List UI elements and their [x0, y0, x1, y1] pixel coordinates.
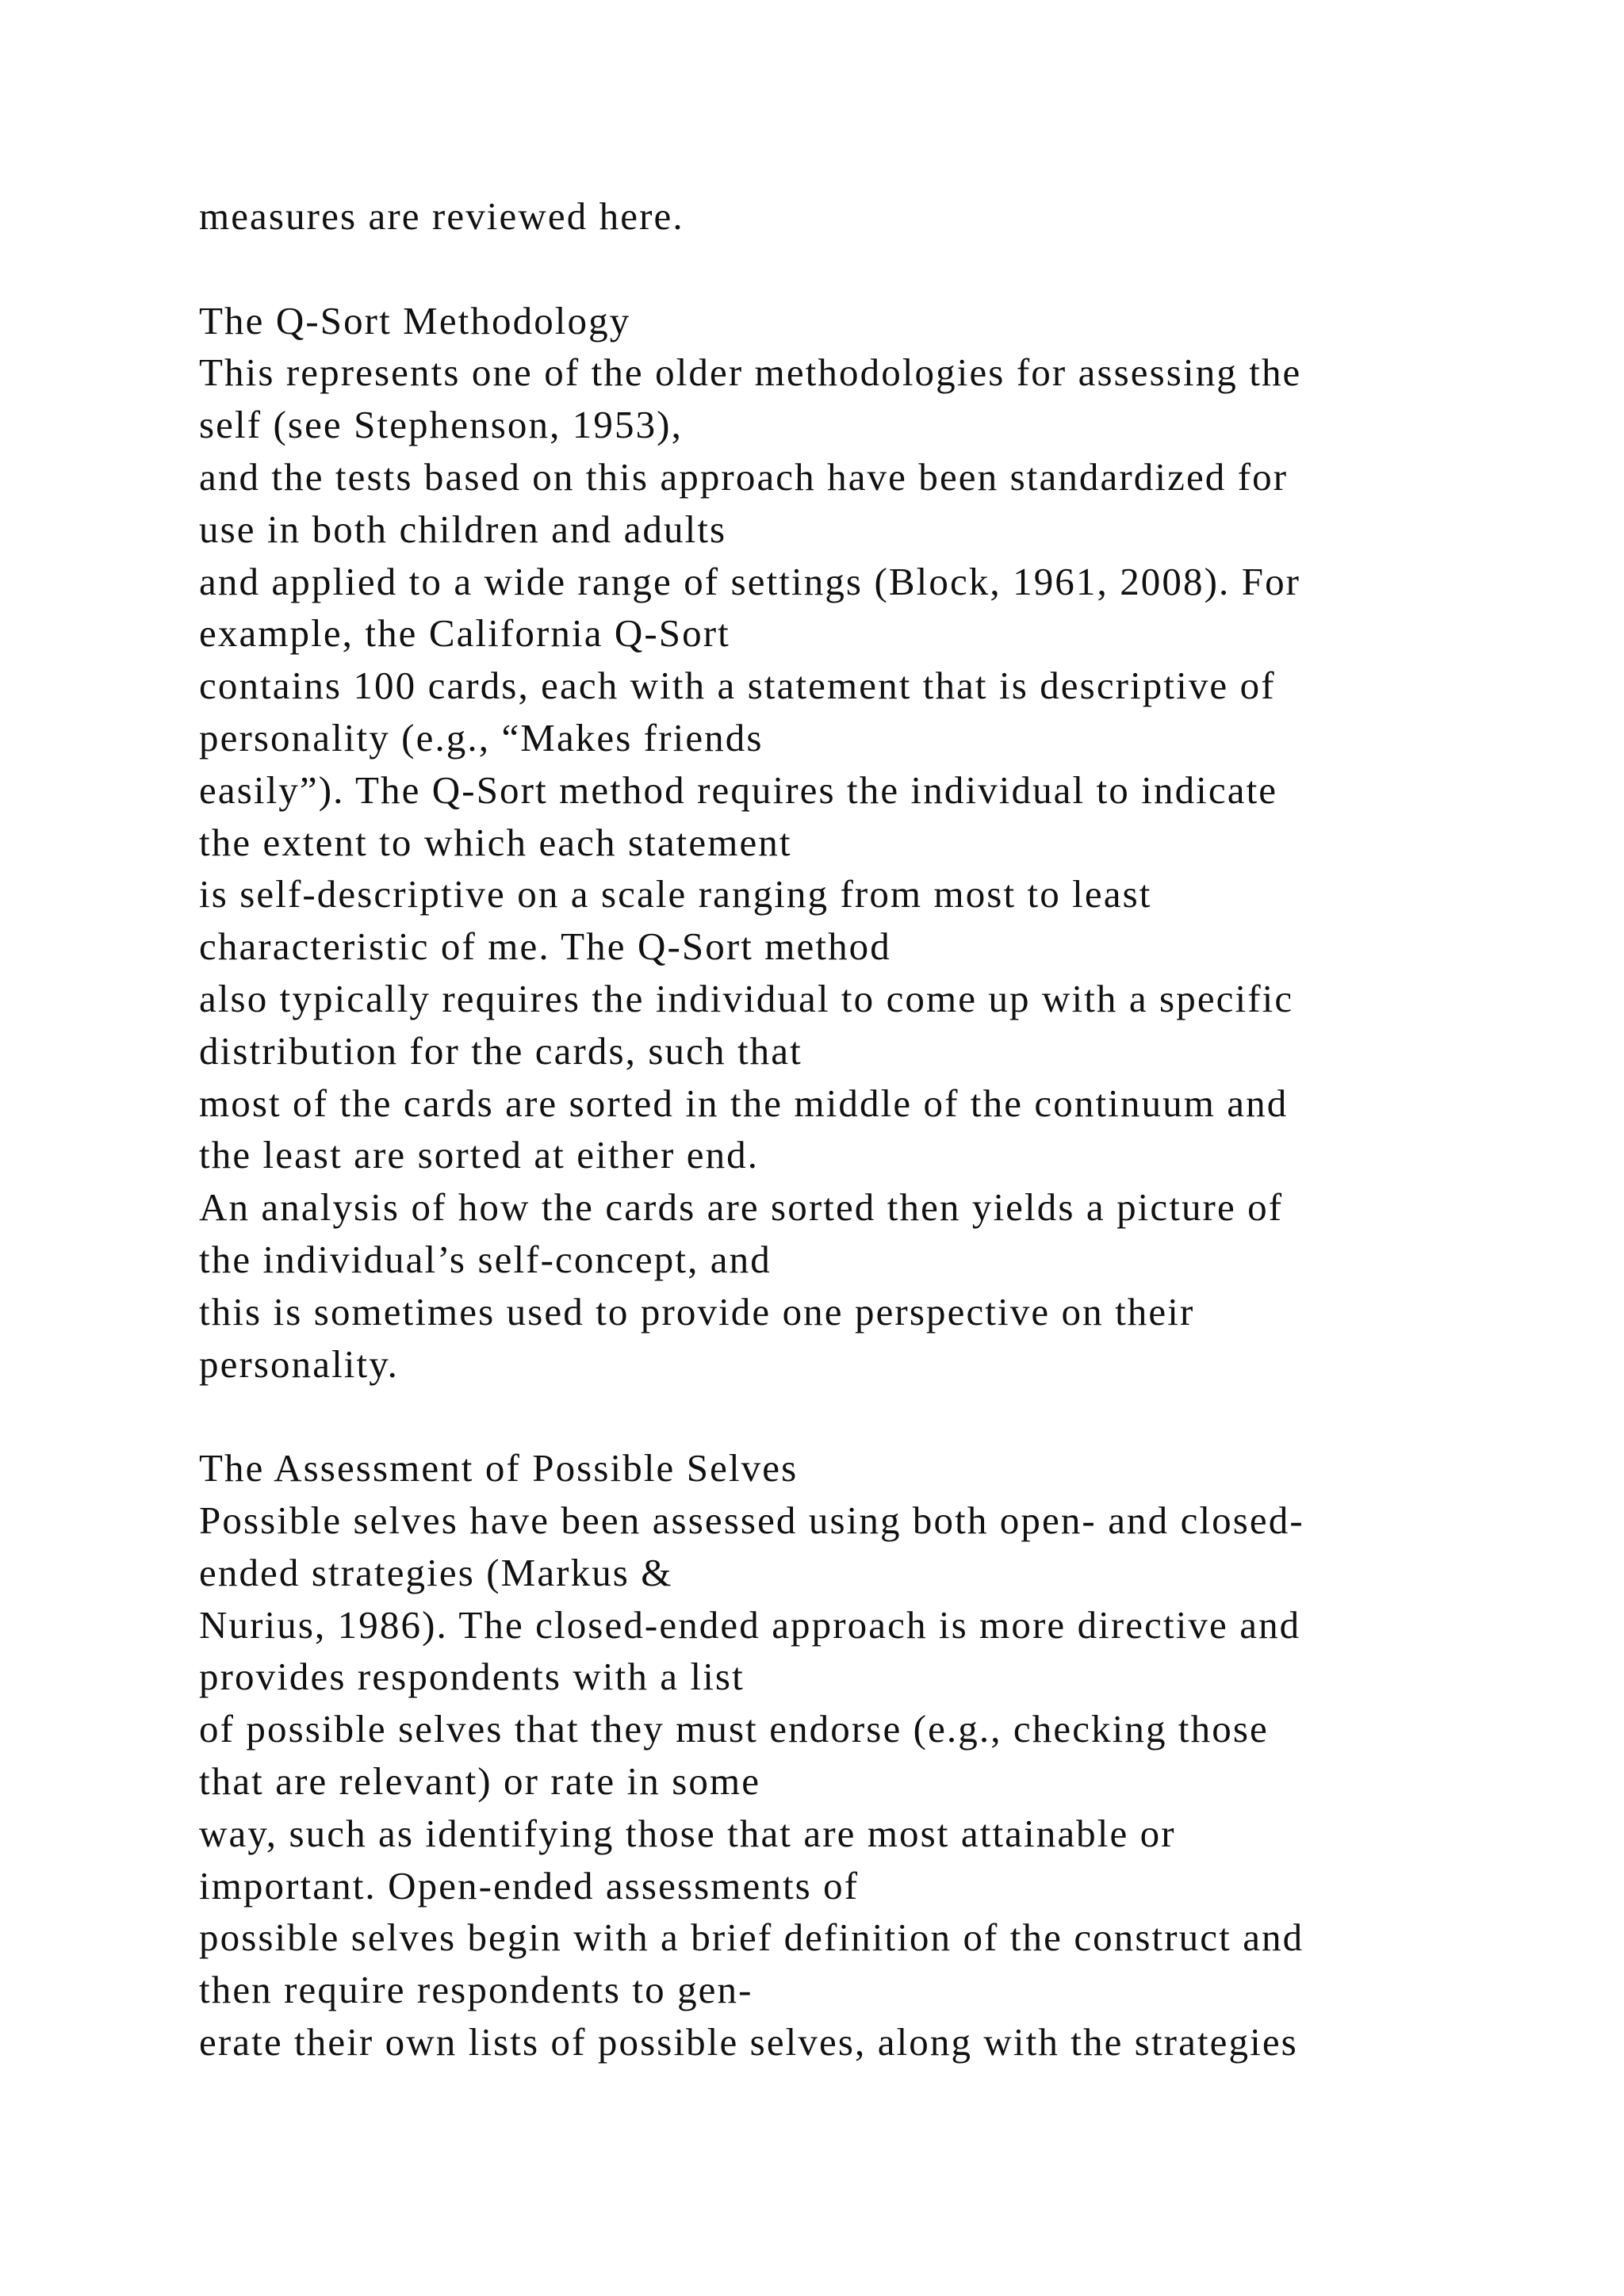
text-line: The Assessment of Possible Selves — [199, 1446, 799, 1490]
text-line: Possible selves have been assessed using both open- and closed- — [199, 1498, 1304, 1542]
paragraph-gap — [199, 243, 1611, 295]
text-line: Nurius, 1986). The closed-ended approach is more directive and — [199, 1602, 1301, 1647]
text-line: This represents one of the older methodologies for assessing the — [199, 350, 1302, 395]
text-line: way, such as identifying those that are most attainable or — [199, 1811, 1176, 1855]
text-line: is self-descriptive on a scale ranging from most to least — [199, 872, 1152, 916]
text-line: the extent to which each statement — [199, 820, 792, 864]
text-line: contains 100 cards, each with a statement that is descriptive of — [199, 664, 1276, 708]
text-line: ended strategies (Markus & — [199, 1550, 673, 1594]
text-line: self (see Stephenson, 1953), — [199, 403, 683, 447]
text-line: The Q-Sort Methodology — [199, 298, 631, 342]
text-line: provides respondents with a list — [199, 1655, 745, 1699]
text-line: possible selves begin with a brief definition of the construct and — [199, 1915, 1304, 1960]
document-body — [199, 190, 1611, 2068]
paragraph-gap — [199, 1390, 1611, 1442]
text-line: then require respondents to gen- — [199, 1968, 753, 2012]
text-line: characteristic of me. The Q-Sort method — [199, 924, 891, 969]
text-line: easily”). The Q-Sort method requires the individual to indicate — [199, 767, 1278, 812]
text-line: most of the cards are sorted in the middle of the continuum and — [199, 1081, 1289, 1125]
text-line: important. Open-ended assessments of — [199, 1863, 860, 1908]
text-line: the individual’s self-concept, and — [199, 1237, 772, 1281]
text-line: that are relevant) or rate in some — [199, 1758, 761, 1803]
text-line: also typically requires the individual to come up with a specific — [199, 976, 1294, 1020]
text-line: and applied to a wide range of settings (Block, 1961, 2008). For — [199, 559, 1301, 603]
text-line: and the tests based on this approach have been standardized for — [199, 454, 1289, 499]
text-line: example, the California Q-Sort — [199, 611, 730, 656]
text-line: use in both children and adults — [199, 507, 727, 551]
text-line: personality (e.g., “Makes friends — [199, 715, 764, 760]
text-line: distribution for the cards, such that — [199, 1028, 802, 1073]
text-line: this is sometimes used to provide one perspective on their — [199, 1289, 1195, 1334]
text-line: personality. — [199, 1341, 399, 1386]
text-line: An analysis of how the cards are sorted then yields a picture of — [199, 1185, 1284, 1230]
text-line: the least are sorted at either end. — [199, 1133, 760, 1177]
text-line: measures are reviewed here. — [199, 194, 684, 238]
text-line: of possible selves that they must endorse (e.g., checking those — [199, 1707, 1269, 1751]
text-line: erate their own lists of possible selves, along with the strategies — [199, 2019, 1298, 2064]
